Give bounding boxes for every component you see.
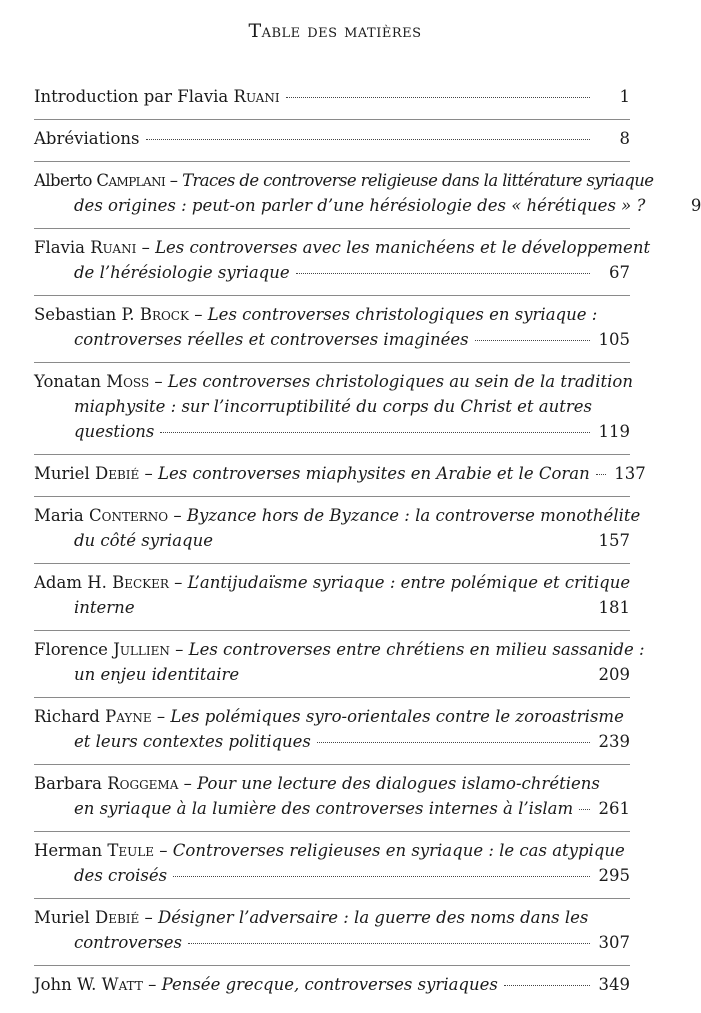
toc-entry[interactable] [34, 905, 630, 966]
dot-leader [475, 340, 590, 341]
page-number: 1 [619, 87, 630, 106]
dot-leader [188, 943, 590, 944]
page-number: 67 [609, 263, 630, 282]
toc-line: interne [74, 598, 135, 617]
dot-leader [504, 985, 590, 986]
toc-line: Sebastian P. Brock – Les controverses christologiques en syriaque : [34, 305, 598, 324]
toc-line: en syriaque à la lumière des controverses internes à l’islam [74, 799, 574, 818]
toc-line: John W. Watt – Pensée grecque, controverses syriaques [34, 975, 498, 994]
dot-leader [286, 97, 590, 98]
page-number: 137 [614, 464, 646, 483]
toc-entry[interactable] [34, 704, 630, 765]
dot-leader [146, 139, 590, 140]
page-number: 349 [598, 975, 630, 994]
toc-line: Flavia Ruani – Les controverses avec les manichéens et le développement [34, 238, 651, 257]
toc-line: Adam H. Becker – L’antijudaïsme syriaque : entre polémique et critique [34, 573, 631, 592]
dot-leader [596, 474, 606, 475]
page-number: 239 [598, 732, 630, 751]
toc-line: Muriel Debié – Les controverses miaphysites en Arabie et le Coran [34, 464, 590, 483]
toc-line: des croisés [74, 866, 168, 885]
toc-line: controverses [74, 933, 182, 952]
page-number: 307 [598, 933, 630, 952]
toc-entry[interactable] [34, 168, 701, 229]
toc-entry[interactable] [34, 503, 641, 564]
toc-line: questions [74, 422, 155, 441]
toc-entry[interactable] [34, 570, 630, 631]
toc-entry[interactable] [34, 972, 630, 1007]
toc-line: Florence Jullien – Les controverses entre chrétiens en milieu sassanide : [34, 640, 645, 659]
page-number: 119 [598, 422, 630, 441]
dot-leader [160, 432, 590, 433]
dot-leader [173, 876, 590, 877]
toc-line: Yonatan Moss – Les controverses christologiques au sein de la tradition [34, 372, 633, 391]
toc-line: Introduction par Flavia Ruani [34, 87, 280, 106]
toc-entry[interactable] [34, 461, 646, 497]
dot-leader [296, 273, 590, 274]
table-of-contents [34, 84, 701, 1013]
toc-line: Abréviations [34, 129, 140, 148]
toc-line: et leurs contextes politiques [74, 732, 311, 751]
page-number: 105 [598, 330, 630, 349]
toc-line: des origines : peut-on parler d’une hérésiologie des « hérétiques » ? [74, 196, 646, 215]
toc-entry[interactable] [34, 369, 633, 455]
toc-line: un enjeu identitaire [74, 665, 240, 684]
page-number: 8 [619, 129, 630, 148]
page-number: 157 [598, 531, 630, 550]
toc-entry[interactable] [34, 302, 630, 363]
toc-entry[interactable] [34, 771, 630, 832]
page-number: 261 [598, 799, 630, 818]
toc-entry[interactable] [34, 126, 630, 162]
dot-leader [317, 742, 590, 743]
dot-leader [579, 809, 590, 810]
page-title: Table des matières [248, 20, 422, 42]
toc-line: du côté syriaque [74, 531, 213, 550]
toc-line: Barbara Roggema – Pour une lecture des dialogues islamo-chrétiens [34, 774, 600, 793]
toc-line: Alberto Camplani – Traces de controverse religieuse dans la littérature syriaque [34, 171, 654, 190]
page-number: 209 [598, 665, 630, 684]
toc-entry[interactable] [34, 84, 630, 120]
toc-line: Herman Teule – Controverses religieuses en syriaque : le cas atypique [34, 841, 625, 860]
toc-line: Richard Payne – Les polémiques syro-orientales contre le zoroastrisme [34, 707, 624, 726]
toc-line: de l’hérésiologie syriaque [74, 263, 290, 282]
page-number: 9 [690, 196, 701, 215]
toc-line: Maria Conterno – Byzance hors de Byzance : la controverse monothélite [34, 506, 641, 525]
toc-entry[interactable] [34, 637, 645, 698]
toc-line: controverses réelles et controverses imaginées [74, 330, 469, 349]
toc-entry[interactable] [34, 838, 630, 899]
toc-line: miaphysite : sur l’incorruptibilité du corps du Christ et autres [74, 397, 593, 416]
page-number: 181 [598, 598, 630, 617]
page-number: 295 [598, 866, 630, 885]
toc-entry[interactable] [34, 235, 651, 296]
toc-line: Muriel Debié – Désigner l’adversaire : la guerre des noms dans les [34, 908, 589, 927]
